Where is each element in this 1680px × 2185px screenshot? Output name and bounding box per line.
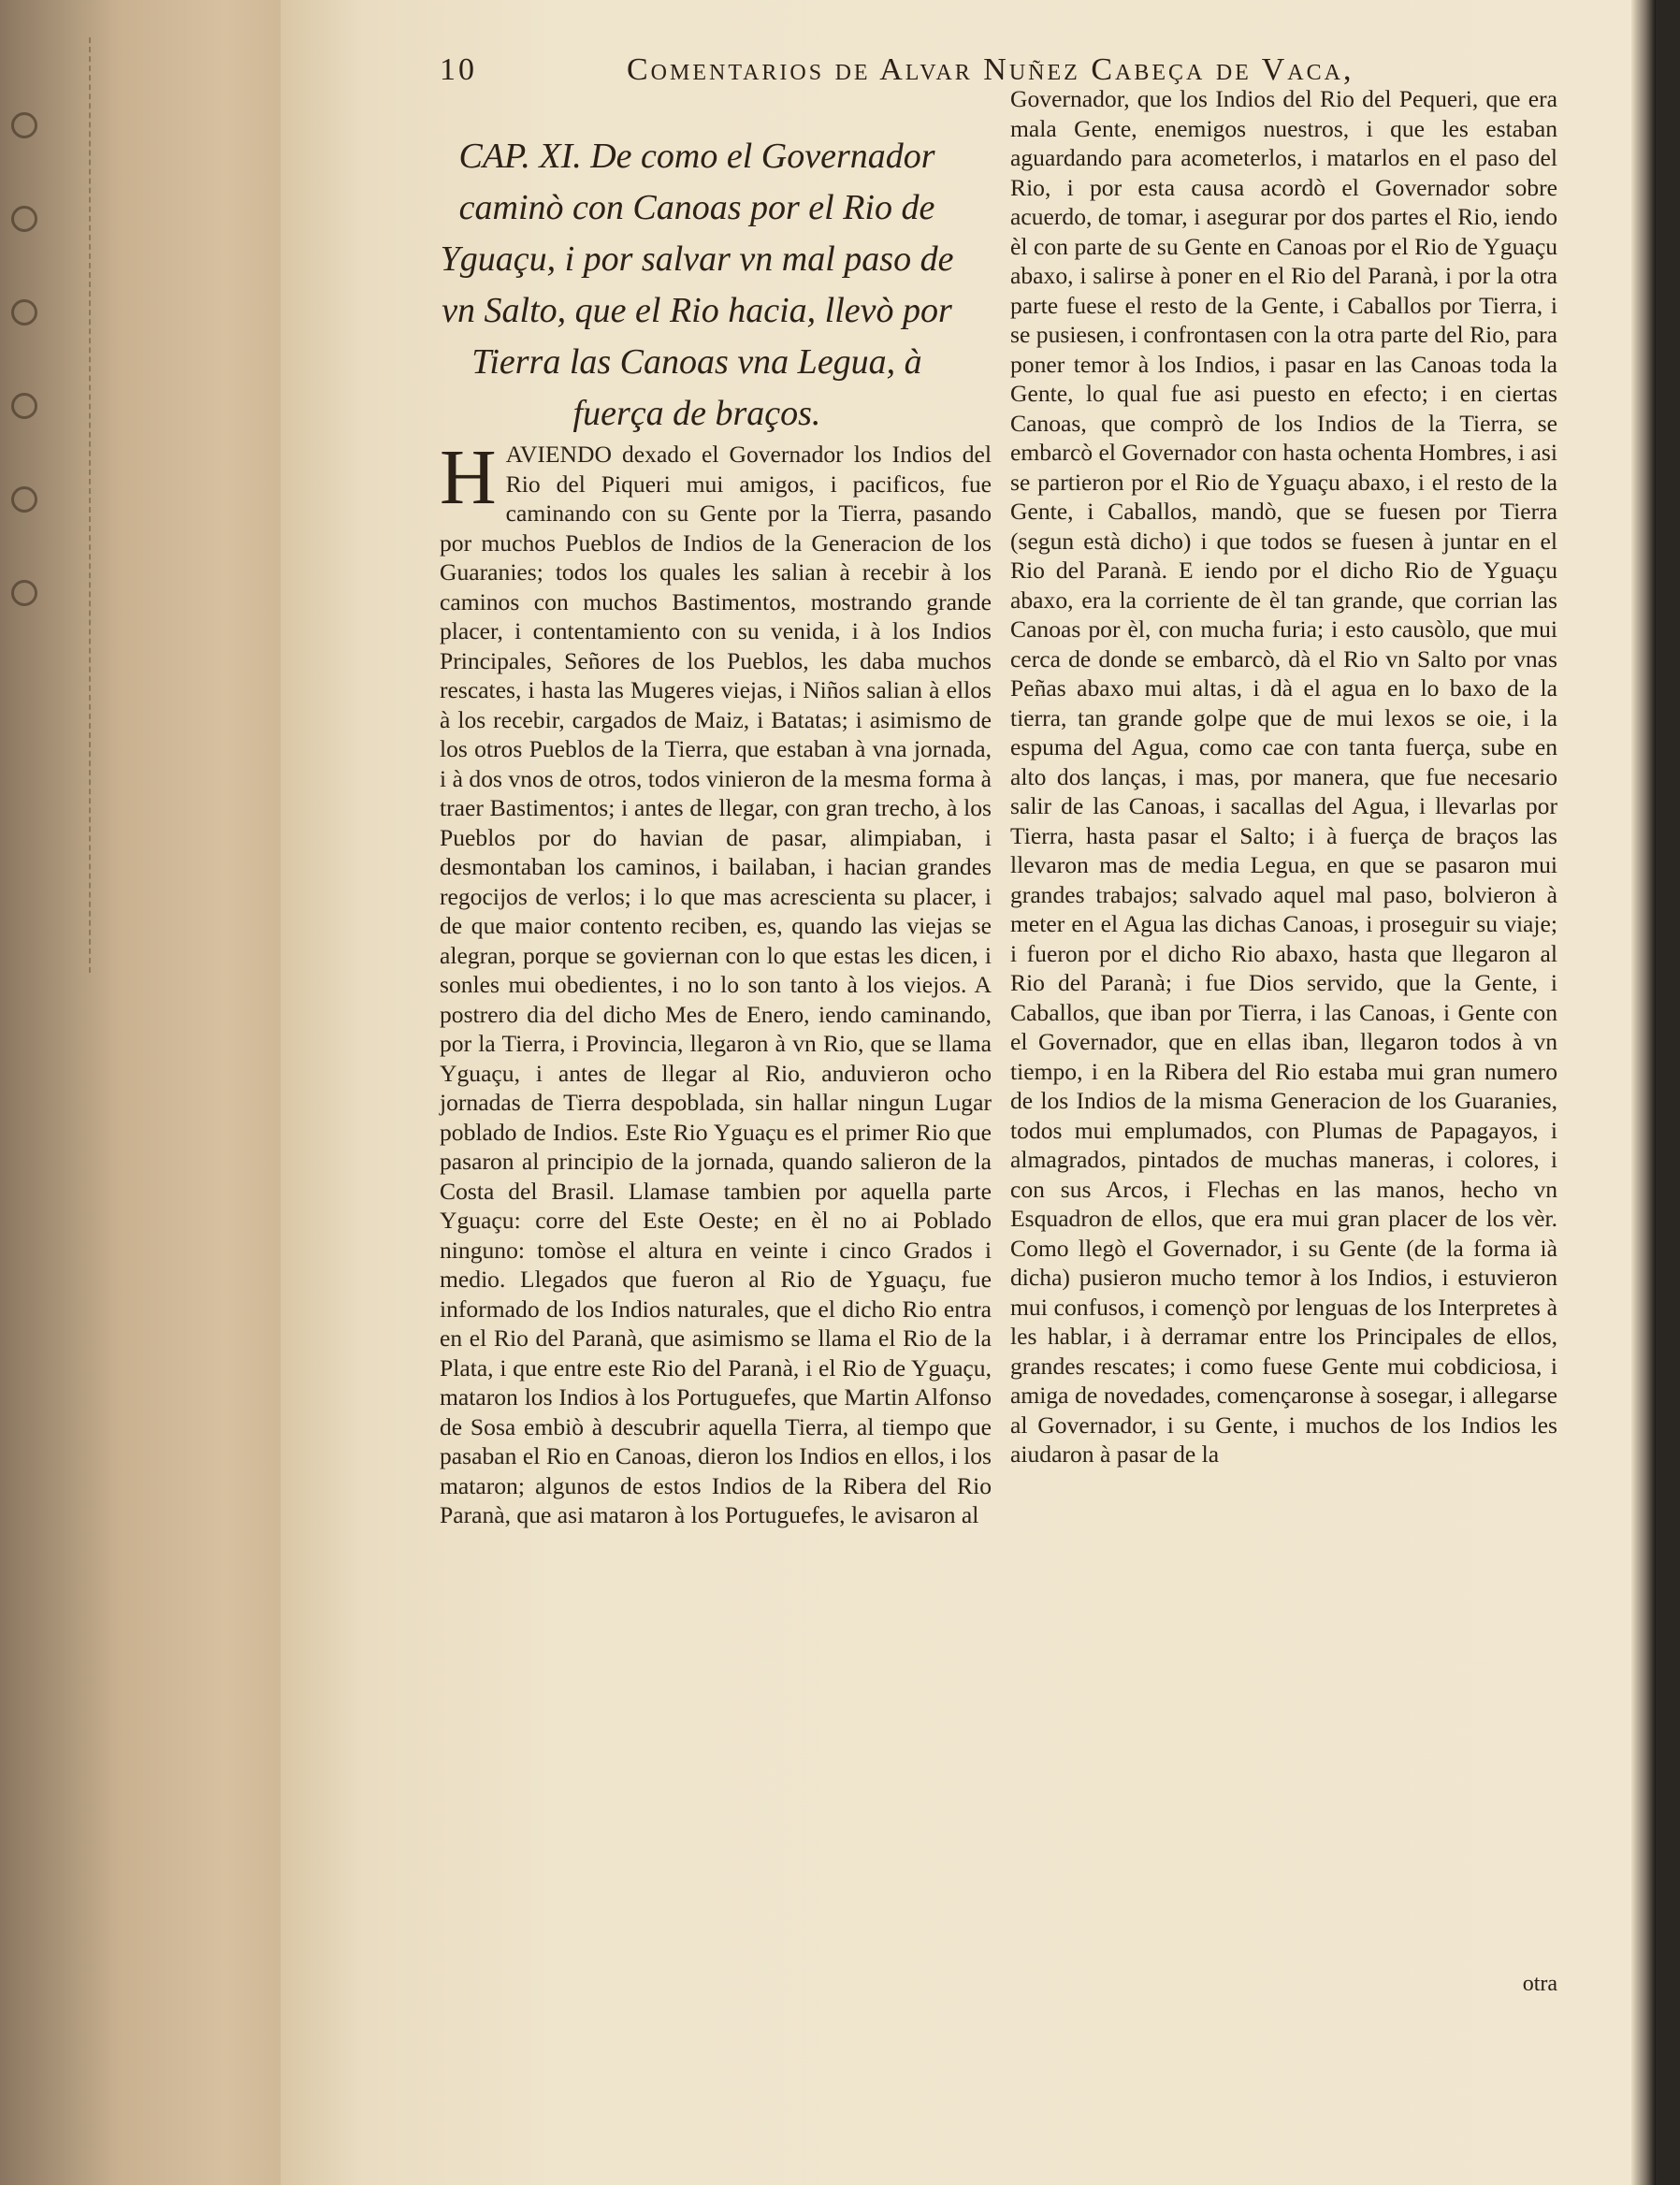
book-binding: [0, 0, 299, 2185]
decorative-ornament: [0, 37, 91, 973]
page-edge: [1631, 0, 1656, 2185]
chapter-heading: [435, 131, 959, 440]
running-title: Comentarios de Alvar Nuñez Cabeça de Vaca,: [627, 52, 1354, 87]
left-column: [440, 434, 992, 1530]
catchword: otra: [1522, 1972, 1557, 1996]
right-column: [1010, 84, 1557, 1469]
drop-cap: H: [440, 434, 497, 521]
page-number: 10: [440, 52, 477, 87]
left-column-text: AVIENDO dexado el Governador los Indios del Rio del Piqueri mui amigos, i pacificos, fue caminando con su Gente por la Tierra, pasando por muchos Pueblos de Indios de la Generacion de los Guaranies; todos los quales les salian à recebir à los caminos con muchos Bastimentos, mostrando grande placer, i contentamiento con su venida, i à los Indios Principales, Señores de los Pueblos, les daba muchos rescates, i hasta las Mugeres viejas, i Niños salian à ellos à los recebir, cargados de Maiz, i Batatas; i asimismo de los otros Pueblos de la Tierra, que estaban à vna jornada, i à dos vnos de otros, todos vinieron de la mesma forma à traer Bastimentos; i antes de llegar, con gran trecho, à los Pueblos por do havian de pasar, alimpiaban, i desmontaban los caminos, i bailaban, i hacian grandes regocijos de verlos; i lo que mas acrescienta su placer, i de que maior contento reciben, es, quando las viejas se alegran, porque se goviernan con lo que estas les dicen, i sonles mui obedientes, i no lo son tanto à los viejos. A postrero dia del dicho Mes de Enero, iendo caminando, por la Tierra, i Provincia, llegaron à vn Rio, que se llama Yguaçu, i antes de llegar al Rio, anduvieron ocho jornadas de Tierra despoblada, sin hallar ningun Lugar poblado de Indios. Este Rio Yguaçu es el primer Rio que pasaron al principio de la jornada, quando salieron de la Costa del Brasil. Llamase tambien por aquella parte Yguaçu: corre del Este Oeste; en èl no ai Poblado ninguno: tomòse el altura en veinte i cinco Grados i medio. Llegados que fueron al Rio de Yguaçu, fue informado de los Indios naturales, que el dicho Rio entra en el Rio del Paranà, que asimismo se llama el Rio de la Plata, i que entre este Rio del Paranà, i el Rio de Yguaçu, mataron los Indios à los Portuguefes, que Martin Alfonso de Sosa embiò à descubrir aquella Tierra, al tiempo que pasaban el Rio en Canoas, dieron los Indios en ellos, i los mataron; algunos de estos Indios de la Ribera del Rio Paranà, que asi mataron à los Portuguefes, le avisaron al: [440, 441, 992, 1528]
right-column-text: Governador, que los Indios del Rio del Pequeri, que era mala Gente, enemigos nuestros, i que les estaban aguardando para acometerlos, i matarlos en el paso del Rio, i por esta causa acordò el Governador sobre acuerdo, de tomar, i asegurar por dos partes el Rio, iendo èl con parte de su Gente en Canoas por el Rio de Yguaçu abaxo, i salirse à poner en el Rio del Paranà, i por la otra parte fuese el resto de la Gente, i Caballos por Tierra, i se pusiesen, i confrontasen con la otra parte del Rio, para poner temor à los Indios, i pasar en las Canoas toda la Gente, lo qual fue asi puesto en efecto; i en ciertas Canoas, que comprò de los Indios de la Tierra, se embarcò el Governador con hasta ochenta Hombres, i asi se partieron por el Rio de Yguaçu abaxo, i el resto de la Gente, i Caballos, mandò, que se fuesen por Tierra (segun està dicho) i que todos se fuesen à juntar en el Rio del Paranà. E iendo por el dicho Rio de Yguaçu abaxo, era la corriente de èl tan grande, que corrian las Canoas por èl, con mucha furia; i esto causòlo, que mui cerca de donde se embarcò, dà el Rio vn Salto por vnas Peñas abaxo mui altas, i dà el agua en lo baxo de la tierra, tan grande golpe que de mui lexos se oie, i la espuma del Agua, como cae con tanta fuerça, sube en alto dos lanças, i mas, por manera, que fue necesario salir de las Canoas, i sacallas del Agua, i llevarlas por Tierra, hasta pasar el Salto; i à fuerça de braços las llevaron mas de media Legua, en que se pasaron mui grandes trabajos; salvado aquel mal paso, bolvieron à meter en el Agua las dichas Canoas, i proseguir su viaje; i fueron por el dicho Rio abaxo, hasta que llegaron al Rio del Paranà; i fue Dios servido, que la Gente, i Caballos, que iban por Tierra, i las Canoas, i Gente con el Governador, que en ellas iban, llegaron todos à vn tiempo, i en la Ribera del Rio estaba mui gran numero de los Indios de la misma Generacion de los Guaranies, todos mui emplumados, con Plumas de Papagayos, i almagrados, pintados de muchas maneras, i colores, i con sus Arcos, i Flechas en las manos, hecho vn Esquadron de ellos, que era mui gran placer de los vèr. Como llegò el Governador, i su Gente (de la forma ià dicha) pusieron mucho temor à los Indios, i estuvieron mui confusos, i començò por lenguas de los Interpretes à les hablar, i à derramar entre los Principales de ellos, grandes rescates; i como fuese Gente mui cobdiciosa, i amiga de novedades, començaronse à sosegar, i allegarse al Governador, i su Gente, i muchos de los Indios les aiudaron à pasar de la: [1010, 85, 1557, 1468]
chapter-heading-text: CAP. XI. De como el Governador caminò con Canoas por el Rio de Yguaçu, i por salvar vn mal paso de vn Salto, que el Rio hacia, llevò por Tierra las Canoas vna Legua, à fuerça de braços.: [440, 137, 954, 433]
